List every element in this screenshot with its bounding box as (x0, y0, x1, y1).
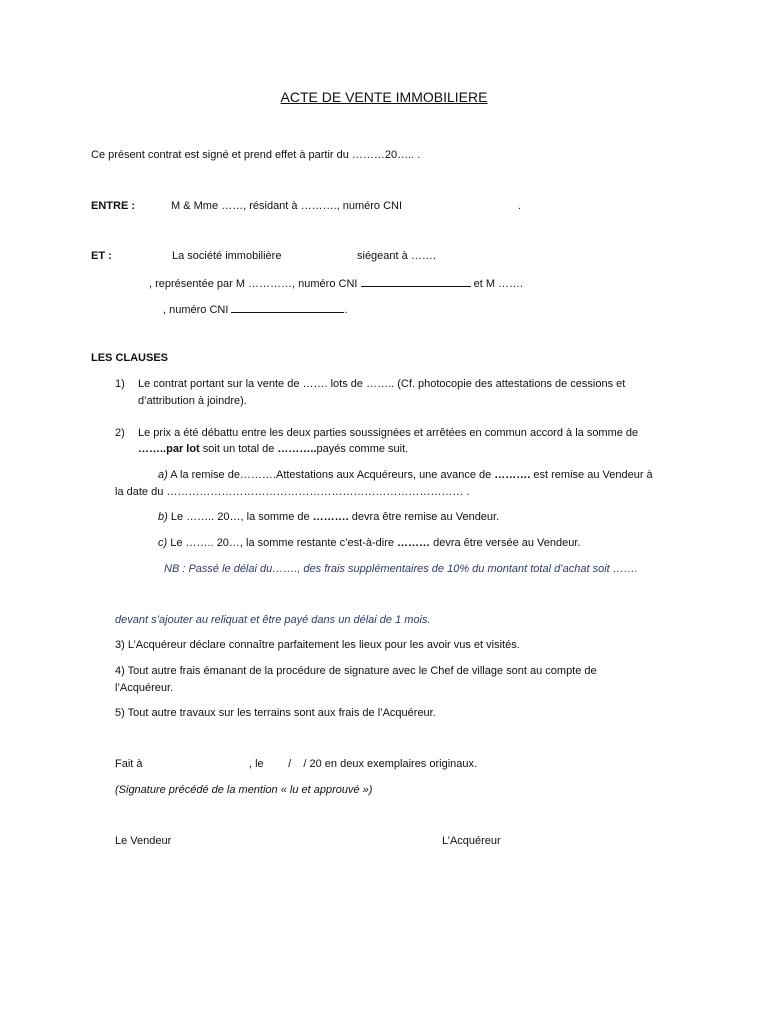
item-a-text2: est remise au Vendeur à (530, 469, 653, 481)
cni2-blank-line (231, 302, 344, 313)
item-b-marker: b) (158, 511, 168, 523)
cni-blank-line (361, 276, 471, 287)
entre-label: ENTRE : (91, 200, 135, 212)
clause1-number: 1) (115, 378, 125, 390)
signature-mention: (Signature précédé de la mention « lu et approuvé ») (115, 784, 373, 796)
item-a-line2: la date du ……………………………………………………………………… . (115, 486, 470, 498)
item-a-marker: a) (158, 469, 168, 481)
item-c-text1: Le …….. 20…, la somme restante c’est-à-dire (167, 537, 398, 549)
fait-a-label: Fait à (115, 758, 143, 770)
et-label: ET : (91, 250, 112, 262)
par-lot-text: ……..par lot (138, 443, 200, 455)
clause2-number: 2) (115, 427, 125, 439)
cni2-line (163, 302, 348, 316)
total-dots: ……….. (277, 443, 317, 455)
clause5: 5) Tout autre travaux sur les terrains sont aux frais de l’Acquéreur. (115, 707, 436, 719)
fait-le-text: , le / / 20 en deux exemplaires originaux. (249, 758, 478, 770)
clause3: 3) L’Acquéreur déclare connaître parfaitement les lieux pour les avoir vus et visités. (115, 639, 520, 651)
item-c-bold: ……… (397, 537, 431, 549)
payes-text: payés comme suit. (316, 443, 409, 455)
devant-text: devant s’ajouter au reliquat et être payé dans un délai de 1 mois. (115, 614, 431, 626)
nb-note: NB : Passé le délai du……., des frais supplémentaires de 10% du montant total d’achat soit ……. (164, 563, 638, 575)
clause1-line2: d’attribution à joindre). (138, 395, 247, 407)
representee-line (149, 276, 523, 290)
et-siege: siégeant à ……. (357, 250, 436, 262)
acquereur-signature-label: L’Acquéreur (442, 835, 501, 847)
et-societe: La société immobilière (172, 250, 282, 262)
entre-dot: . (518, 200, 522, 212)
item-a-bold: ………. (494, 469, 531, 481)
item-b-text2: devra être remise au Vendeur. (348, 511, 500, 523)
item-b-bold: ………. (312, 511, 349, 523)
cni2-dot: . (344, 304, 348, 316)
clause2-line2 (138, 443, 408, 455)
item-c-marker: c) (158, 537, 168, 549)
clauses-heading: LES CLAUSES (91, 352, 169, 364)
total-text: soit un total de (199, 443, 278, 455)
document-title: ACTE DE VENTE IMMOBILIERE (280, 89, 488, 105)
intro-text: Ce présent contrat est signé et prend effet à partir du ………20….. . (91, 149, 421, 161)
representee-text: , représentée par M …………, numéro CNI (149, 278, 358, 290)
item-b-line (158, 511, 499, 523)
vendeur-signature-label: Le Vendeur (115, 835, 172, 847)
clause4-line1: 4) Tout autre frais émanant de la procédure de signature avec le Chef de village sont au compte de (115, 665, 597, 677)
item-b-text1: Le …….. 20…, la somme de (167, 511, 313, 523)
item-a-line1 (158, 469, 653, 481)
entre-text: M & Mme ……, résidant à ………., numéro CNI (171, 200, 403, 212)
item-a-text1: A la remise de……….Attestations aux Acquéreurs, une avance de (167, 469, 495, 481)
cni2-text: , numéro CNI (163, 304, 229, 316)
et-m-text: et M ……. (473, 278, 524, 290)
item-c-line (158, 537, 580, 549)
clause2-line1: Le prix a été débattu entre les deux parties soussignées et arrêtées en commun accord à la somme de (138, 427, 639, 439)
item-c-text2: devra être versée au Vendeur. (430, 537, 581, 549)
clause4-line2: l’Acquéreur. (115, 682, 174, 694)
clause1-line1: Le contrat portant sur la vente de ……. lots de …….. (Cf. photocopie des attestations de cessions et (138, 378, 626, 390)
